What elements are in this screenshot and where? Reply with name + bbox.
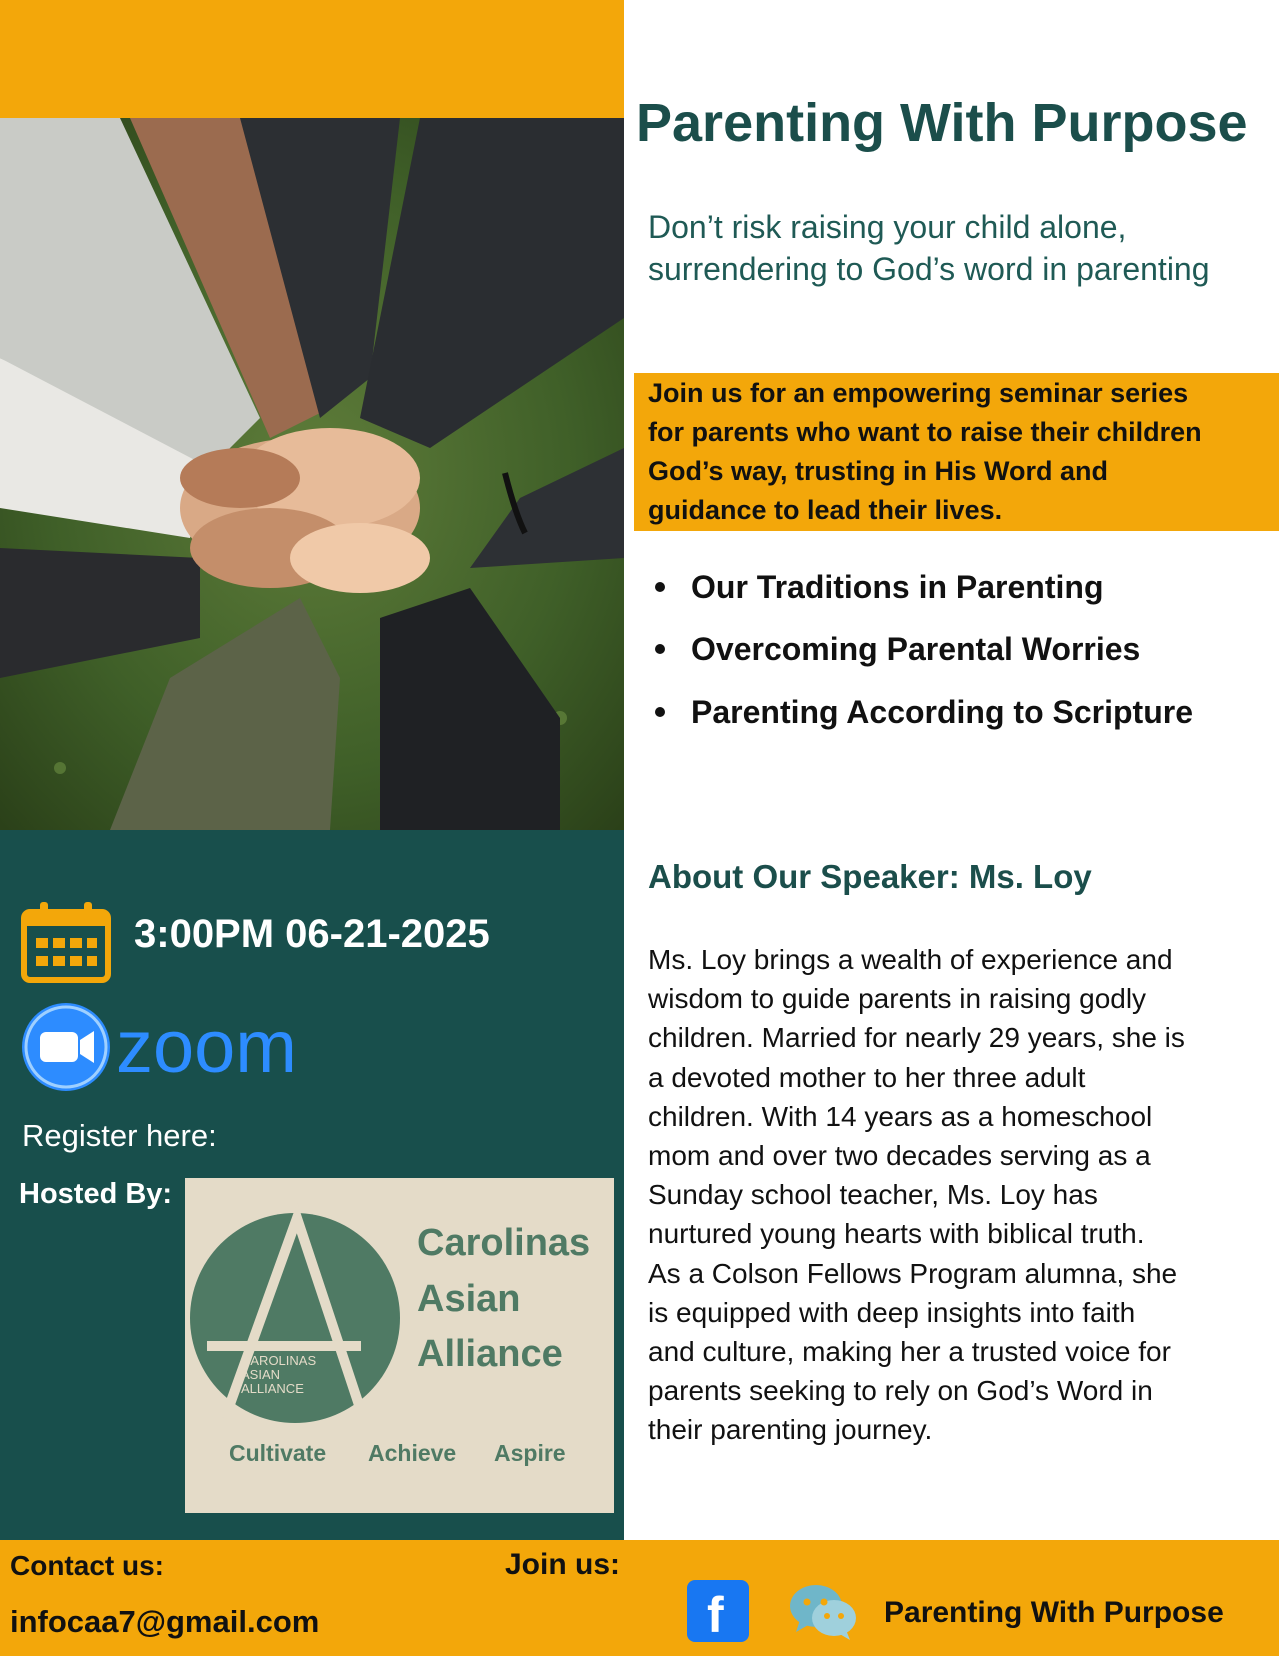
bio-line: children. Married for nearly 29 years, she is [648,1022,1185,1054]
topic-item [655,569,1103,606]
seminar-description [648,374,1278,530]
subtitle-line2: surrendering to God’s word in parenting [648,251,1210,287]
join-label: Join us: [505,1548,621,1581]
host-small-line3: ALLIANCE [241,1381,304,1396]
bio-line: is equipped with deep insights into faith [648,1296,1136,1328]
tagline-cultivate: Cultivate [229,1440,327,1466]
bio-line: As a Colson Fellows Program alumna, she [648,1257,1178,1289]
host-name-line2: Asian [417,1278,521,1320]
host-small-line2: ASIAN [241,1367,281,1382]
seminar-line1: Join us for an empowering seminar series [648,378,1189,408]
zoom-logo [20,1000,320,1092]
contact-label: Contact us: [10,1550,164,1581]
bullet-icon [655,644,665,654]
bullet-icon [655,707,665,717]
bio-line: wisdom to guide parents in raising godly [648,983,1147,1015]
topic-item [655,694,1193,731]
tagline-aspire: Aspire [494,1440,566,1466]
bio-line: nurtured young hearts with biblical truth. [648,1218,1145,1250]
social-account-name[interactable]: Parenting With Purpose [884,1596,1224,1629]
bio-line: children. With 14 years as a homeschool [648,1100,1153,1132]
page-title: Parenting With Purpose [636,93,1248,153]
bio-line: Ms. Loy brings a wealth of experience and [648,944,1173,975]
top-accent-band [0,0,624,118]
bio-line: mom and over two decades serving as a [648,1140,1151,1172]
speaker-bio [648,940,1274,1450]
bio-line: a devoted mother to her three adult [648,1061,1086,1093]
calendar-icon [20,900,112,984]
topic-text: Parenting According to Scripture [691,694,1193,730]
event-datetime: 3:00PM 06-21-2025 [134,912,490,956]
seminar-line3: God’s way, trusting in His Word and [648,456,1109,486]
topic-text: Overcoming Parental Worries [691,631,1141,667]
host-name-line1: Carolinas [417,1222,591,1264]
contact-email-link[interactable]: infocaa7@gmail.com [10,1604,320,1639]
speaker-heading: About Our Speaker: Ms. Loy [648,858,1092,895]
seminar-line4: guidance to lead their lives. [648,495,1003,525]
bio-line: Sunday school teacher, Ms. Loy has [648,1179,1098,1211]
facebook-icon[interactable] [687,1580,749,1642]
facebook-glyph: f [707,1587,724,1643]
seminar-line2: for parents who want to raise their children [648,417,1202,447]
topic-item [655,631,1140,668]
host-name-line3: Alliance [417,1333,563,1375]
bio-line: their parenting journey. [648,1414,933,1446]
subtitle [648,206,1278,290]
hosted-by-label: Hosted By: [19,1178,173,1210]
wechat-icon[interactable] [788,1580,858,1642]
host-name-small [241,1354,316,1396]
zoom-wordmark: zoom [116,1005,297,1088]
bullet-icon [655,582,665,592]
bio-line: and culture, making her a trusted voice for [648,1336,1171,1368]
tagline-achieve: Achieve [368,1440,457,1466]
hands-together-photo [0,118,624,830]
bio-line: parents seeking to rely on God’s Word in [648,1375,1153,1407]
topic-text: Our Traditions in Parenting [691,569,1104,605]
host-logo [185,1178,614,1513]
host-small-line1: CAROLINAS [241,1353,317,1368]
register-label: Register here: [22,1118,217,1153]
subtitle-line1: Don’t risk raising your child alone, [648,209,1127,245]
